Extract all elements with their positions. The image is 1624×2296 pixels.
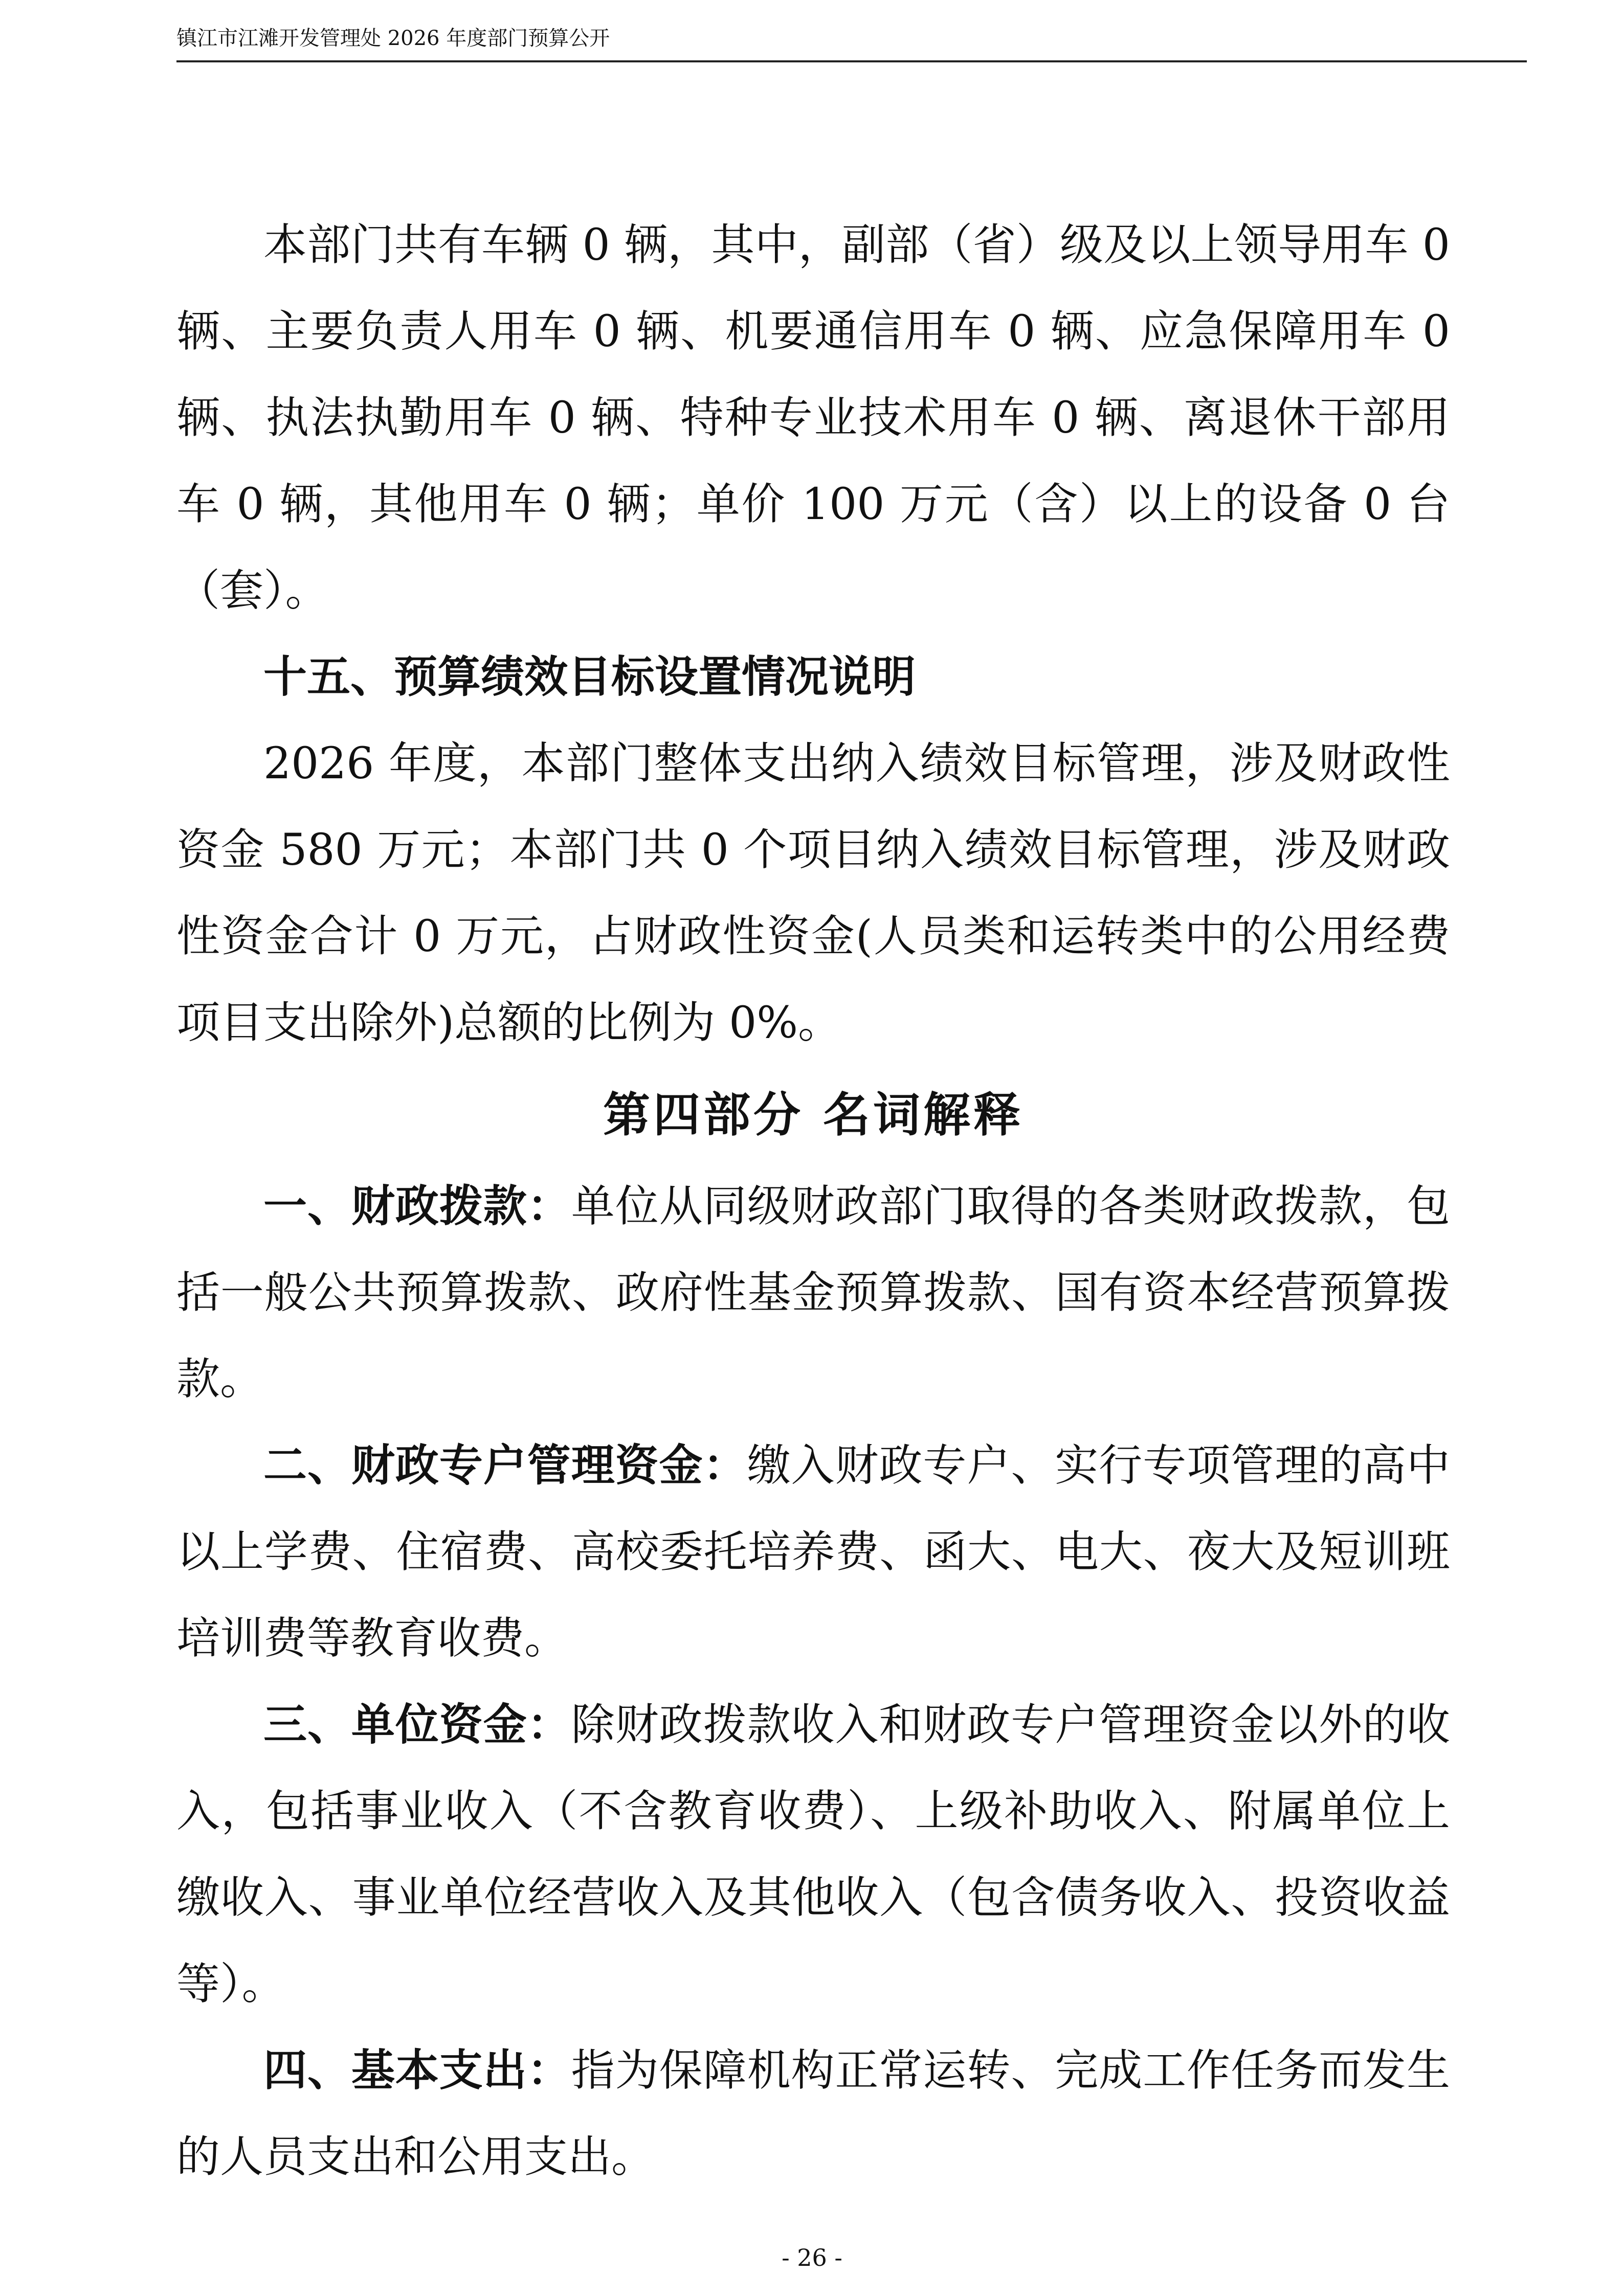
- term-label: 四、基本支出：: [263, 2045, 571, 2096]
- term-item-basic-expenditure: [176, 2028, 1450, 2200]
- term-definition: 指为保障机构正常运转、完成工作任务而发生的人员支出和公用支出。: [176, 2045, 1450, 2182]
- term-definition: 单位从同级财政部门取得的各类财政拨款，包括一般公共预算拨款、政府性基金预算拨款、国有资本经营预算拨款。: [176, 1181, 1450, 1405]
- term-label: 一、财政拨款：: [263, 1181, 571, 1232]
- term-label: 三、单位资金：: [263, 1699, 571, 1750]
- section-15-heading: 十五、预算绩效目标设置情况说明: [263, 651, 916, 703]
- page-header: [176, 15, 1527, 62]
- term-item-special-account-funds: [176, 1423, 1450, 1682]
- term-definition: 缴入财政专户、实行专项管理的高中以上学费、住宿费、高校委托培养费、函大、电大、夜大及短训班培训费等教育收费。: [176, 1440, 1450, 1664]
- term-item-unit-funds: [176, 1682, 1450, 2028]
- page-number: - 26 -: [782, 2244, 842, 2271]
- document-body: [176, 202, 1450, 2200]
- term-item-fiscal-appropriation: [176, 1163, 1450, 1423]
- term-definition: 除财政拨款收入和财政专户管理资金以外的收入，包括事业收入（不含教育收费）、上级补助收入、附属单位上缴收入、事业单位经营收入及其他收入（包含债务收入、投资收益等）。: [176, 1700, 1450, 2010]
- term-label: 二、财政专户管理资金：: [263, 1440, 747, 1491]
- performance-targets-paragraph: 2026 年度，本部门整体支出纳入绩效目标管理，涉及财政性资金 580 万元；本部门共 0 个项目纳入绩效目标管理，涉及财政性资金合计 0 万元，占财政性资金(人员类和运转类中的公用经费项目支出除外)总额的比例为 0%。: [176, 738, 1450, 1048]
- part-4-title: 第四部分 名词解释: [603, 1087, 1024, 1142]
- vehicles-paragraph: 本部门共有车辆 0 辆，其中，副部（省）级及以上领导用车 0 辆、主要负责人用车 0 辆、机要通信用车 0 辆、应急保障用车 0 辆、执法执勤用车 0 辆、特种专业技术用车 0 辆、离退休干部用车 0 辆，其他用车 0 辆；单价 100 万元（含）以上的设备 0 台（套）。: [176, 220, 1450, 616]
- header-title: 镇江市江滩开发管理处 2026 年度部门预算公开: [176, 27, 610, 50]
